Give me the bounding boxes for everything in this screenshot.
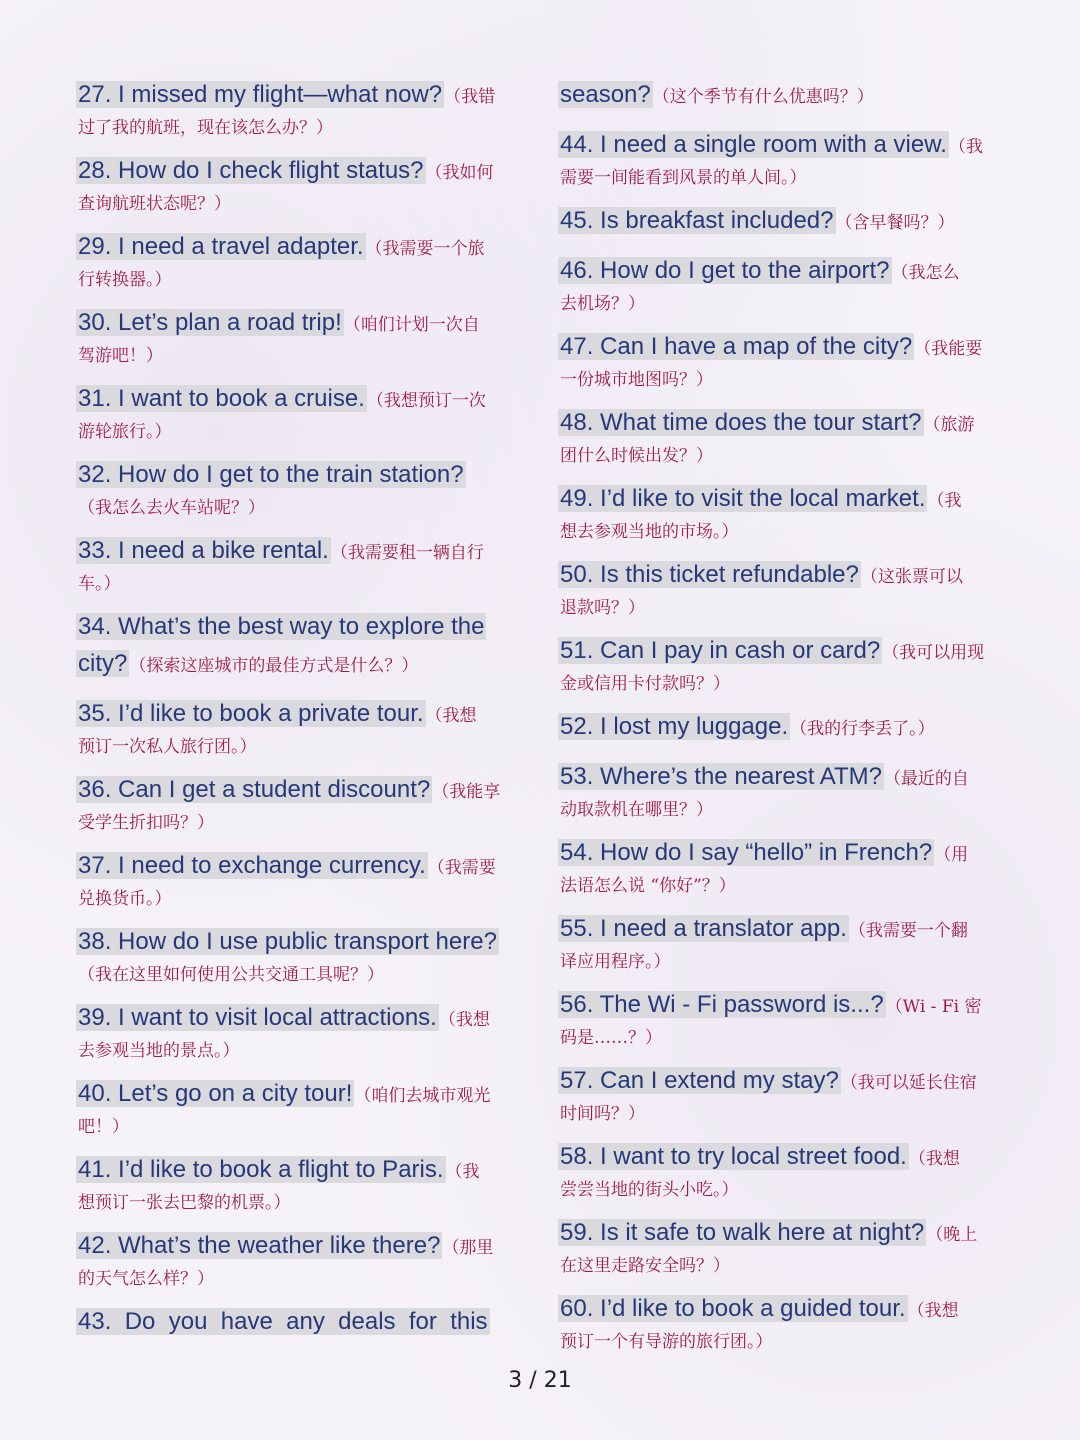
english-phrase: 35. I’d like to book a private tour. bbox=[78, 700, 424, 727]
chinese-translation-continued: 车。） bbox=[78, 574, 121, 594]
chinese-translation: （探索这座城市的最佳方式是什么？） bbox=[129, 656, 419, 676]
chinese-translation-continued: 预订一次私人旅行团。） bbox=[78, 737, 257, 757]
english-phrase: 40. Let’s go on a city tour! bbox=[78, 1080, 353, 1107]
english-phrase: 52. I lost my luggage. bbox=[560, 713, 789, 740]
chinese-translation: （我想 bbox=[908, 1149, 960, 1169]
chinese-translation-continued: 时间吗？） bbox=[560, 1104, 645, 1124]
chinese-translation-continued: 想预订一张去巴黎的机票。） bbox=[78, 1193, 291, 1213]
phrase-entry bbox=[560, 482, 1004, 545]
chinese-translation-continued: 尝尝当地的街头小吃。） bbox=[560, 1180, 739, 1200]
chinese-translation: （我需要一个旅 bbox=[365, 239, 485, 259]
chinese-translation-continued: 金或信用卡付款吗？） bbox=[560, 674, 730, 694]
english-phrase: 31. I want to book a cruise. bbox=[78, 385, 365, 412]
chinese-translation-continued: 需要一间能看到风景的单人间。） bbox=[560, 168, 807, 188]
phrase-entry bbox=[78, 773, 522, 836]
chinese-translation-continued: 法语怎么说 “你好”？） bbox=[560, 876, 736, 896]
english-phrase: 33. I need a bike rental. bbox=[78, 537, 329, 564]
chinese-translation-continued: 译应用程序。） bbox=[560, 952, 671, 972]
english-phrase: 43. Do you have any deals for this bbox=[78, 1308, 488, 1335]
phrase-entry bbox=[78, 1077, 522, 1140]
chinese-translation-continued: （我在这里如何使用公共交通工具呢？） bbox=[78, 965, 384, 985]
chinese-translation: （我的行李丢了。） bbox=[790, 719, 935, 739]
chinese-translation: （这个季节有什么优惠吗？） bbox=[652, 87, 874, 107]
phrase-entry bbox=[78, 697, 522, 760]
chinese-translation-continued: 的天气怎么样？） bbox=[78, 1269, 214, 1289]
phrase-entry bbox=[560, 1064, 1004, 1127]
chinese-translation: （我需要 bbox=[427, 858, 496, 878]
chinese-translation: （我想 bbox=[425, 706, 477, 726]
chinese-translation: （我 bbox=[948, 137, 983, 157]
chinese-translation: （Wi - Fi 密 bbox=[885, 997, 982, 1017]
phrase-entry bbox=[78, 849, 522, 912]
chinese-translation: （我想 bbox=[907, 1301, 959, 1321]
chinese-translation-continued: 游轮旅行。） bbox=[78, 422, 172, 442]
phrase-entry bbox=[560, 1140, 1004, 1203]
english-phrase: 36. Can I get a student discount? bbox=[78, 776, 431, 803]
phrase-entry bbox=[560, 128, 1004, 191]
phrase-entry bbox=[78, 534, 522, 597]
chinese-translation-continued: 在这里走路安全吗？） bbox=[560, 1256, 730, 1276]
phrase-entry bbox=[560, 760, 1004, 823]
english-phrase: 28. How do I check flight status? bbox=[78, 157, 424, 184]
english-phrase: 29. I need a travel adapter. bbox=[78, 233, 364, 260]
chinese-translation-continued: 预订一个有导游的旅行团。） bbox=[560, 1332, 773, 1352]
phrase-entry bbox=[78, 925, 522, 988]
phrase-entry bbox=[560, 1292, 1004, 1355]
chinese-translation-continued: 去机场？） bbox=[560, 294, 645, 314]
english-phrase: 46. How do I get to the airport? bbox=[560, 257, 890, 284]
english-phrase: 49. I’d like to visit the local market. bbox=[560, 485, 926, 512]
phrase-entry bbox=[560, 254, 1004, 317]
phrase-entry bbox=[78, 306, 522, 369]
chinese-translation-continued: （我怎么去火车站呢？） bbox=[78, 498, 265, 518]
chinese-translation: （我 bbox=[445, 1162, 480, 1182]
chinese-translation: （最近的自 bbox=[883, 769, 969, 789]
phrase-entry bbox=[78, 610, 522, 684]
chinese-translation: （我可以延长住宿 bbox=[840, 1073, 977, 1093]
page-indicator: 3 / 21 bbox=[508, 1368, 572, 1393]
english-phrase: 47. Can I have a map of the city? bbox=[560, 333, 913, 360]
chinese-translation: （我如何 bbox=[425, 163, 494, 183]
english-phrase: 60. I’d like to book a guided tour. bbox=[560, 1295, 906, 1322]
chinese-translation-continued: 一份城市地图吗？） bbox=[560, 370, 713, 390]
left-column bbox=[78, 78, 522, 1342]
english-phrase: 48. What time does the tour start? bbox=[560, 409, 922, 436]
english-phrase: 32. How do I get to the train station? bbox=[78, 461, 464, 488]
phrase-entry bbox=[560, 634, 1004, 697]
english-phrase: 51. Can I pay in cash or card? bbox=[560, 637, 881, 664]
phrase-entry bbox=[78, 154, 522, 217]
phrase-entry bbox=[560, 836, 1004, 899]
chinese-translation: （我 bbox=[927, 491, 962, 511]
chinese-translation: （我怎么 bbox=[891, 263, 960, 283]
phrase-entry bbox=[78, 78, 522, 141]
chinese-translation-continued: 去参观当地的景点。） bbox=[78, 1041, 240, 1061]
chinese-translation-continued: 驾游吧！） bbox=[78, 346, 163, 366]
chinese-translation-continued: 团什么时候出发？） bbox=[560, 446, 713, 466]
english-phrase: 41. I’d like to book a flight to Paris. bbox=[78, 1156, 444, 1183]
phrase-entry bbox=[560, 78, 1004, 115]
english-phrase: 54. How do I say “hello” in French? bbox=[560, 839, 933, 866]
chinese-translation: （咱们去城市观光 bbox=[354, 1086, 491, 1106]
chinese-translation: （含早餐吗？） bbox=[835, 213, 955, 233]
english-phrase: 56. The Wi - Fi password is...? bbox=[560, 991, 884, 1018]
chinese-translation-continued: 退款吗？） bbox=[560, 598, 645, 618]
chinese-translation-continued: 查询航班状态呢？） bbox=[78, 194, 231, 214]
phrase-entry bbox=[78, 1305, 522, 1342]
chinese-translation-continued: 吧！） bbox=[78, 1117, 129, 1137]
chinese-translation: （我想预订一次 bbox=[366, 391, 486, 411]
chinese-translation: （我想 bbox=[438, 1010, 490, 1030]
english-phrase: 58. I want to try local street food. bbox=[560, 1143, 907, 1170]
english-phrase: 30. Let’s plan a road trip! bbox=[78, 309, 342, 336]
chinese-translation-continued: 兑换货币。） bbox=[78, 889, 172, 909]
chinese-translation: （我错 bbox=[444, 87, 496, 107]
english-phrase: 57. Can I extend my stay? bbox=[560, 1067, 839, 1094]
chinese-translation: （咱们计划一次自 bbox=[343, 315, 480, 335]
chinese-translation: （我需要租一辆自行 bbox=[330, 543, 484, 563]
chinese-translation-continued: 码是……？） bbox=[560, 1028, 662, 1048]
english-phrase: 50. Is this ticket refundable? bbox=[560, 561, 859, 588]
phrase-entry bbox=[560, 330, 1004, 393]
phrase-entry bbox=[78, 382, 522, 445]
chinese-translation: （用 bbox=[934, 845, 969, 865]
phrase-entry bbox=[560, 558, 1004, 621]
phrase-entry bbox=[560, 988, 1004, 1051]
chinese-translation: （我需要一个翻 bbox=[848, 921, 968, 941]
phrase-entry bbox=[560, 912, 1004, 975]
phrase-entry bbox=[78, 1229, 522, 1292]
english-phrase: 44. I need a single room with a view. bbox=[560, 131, 947, 158]
phrase-entry bbox=[560, 204, 1004, 241]
chinese-translation: （这张票可以 bbox=[860, 567, 963, 587]
chinese-translation: （我能要 bbox=[914, 339, 983, 359]
chinese-translation: （旅游 bbox=[923, 415, 975, 435]
chinese-translation: （我可以用现 bbox=[882, 643, 985, 663]
chinese-translation-continued: 动取款机在哪里？） bbox=[560, 800, 713, 820]
english-phrase: 34. What’s the best way to explore the bbox=[78, 613, 485, 640]
english-phrase: 38. How do I use public transport here? bbox=[78, 928, 497, 955]
chinese-translation: （我能享 bbox=[432, 782, 501, 802]
chinese-translation-continued: 受学生折扣吗？） bbox=[78, 813, 214, 833]
english-phrase: 59. Is it safe to walk here at night? bbox=[560, 1219, 925, 1246]
phrase-entry bbox=[78, 1001, 522, 1064]
phrase-entry bbox=[78, 230, 522, 293]
right-column bbox=[560, 78, 1004, 1355]
english-phrase: 27. I missed my flight—what now? bbox=[78, 81, 443, 108]
english-phrase-continued: city? bbox=[78, 650, 128, 677]
phrase-entry bbox=[78, 1153, 522, 1216]
phrase-entry bbox=[560, 406, 1004, 469]
phrase-entry bbox=[560, 1216, 1004, 1279]
chinese-translation-continued: 过了我的航班，现在该怎么办？） bbox=[78, 118, 333, 138]
chinese-translation: （晚上 bbox=[926, 1225, 978, 1245]
english-phrase: 55. I need a translator app. bbox=[560, 915, 847, 942]
phrase-entry bbox=[78, 458, 522, 521]
english-phrase: 45. Is breakfast included? bbox=[560, 207, 834, 234]
english-phrase: season? bbox=[560, 81, 651, 108]
english-phrase: 42. What’s the weather like there? bbox=[78, 1232, 441, 1259]
english-phrase: 53. Where’s the nearest ATM? bbox=[560, 763, 882, 790]
phrase-entry bbox=[560, 710, 1004, 747]
chinese-translation-continued: 想去参观当地的市场。） bbox=[560, 522, 739, 542]
chinese-translation-continued: 行转换器。） bbox=[78, 270, 172, 290]
chinese-translation: （那里 bbox=[442, 1238, 494, 1258]
english-phrase: 39. I want to visit local attractions. bbox=[78, 1004, 437, 1031]
english-phrase: 37. I need to exchange currency. bbox=[78, 852, 426, 879]
